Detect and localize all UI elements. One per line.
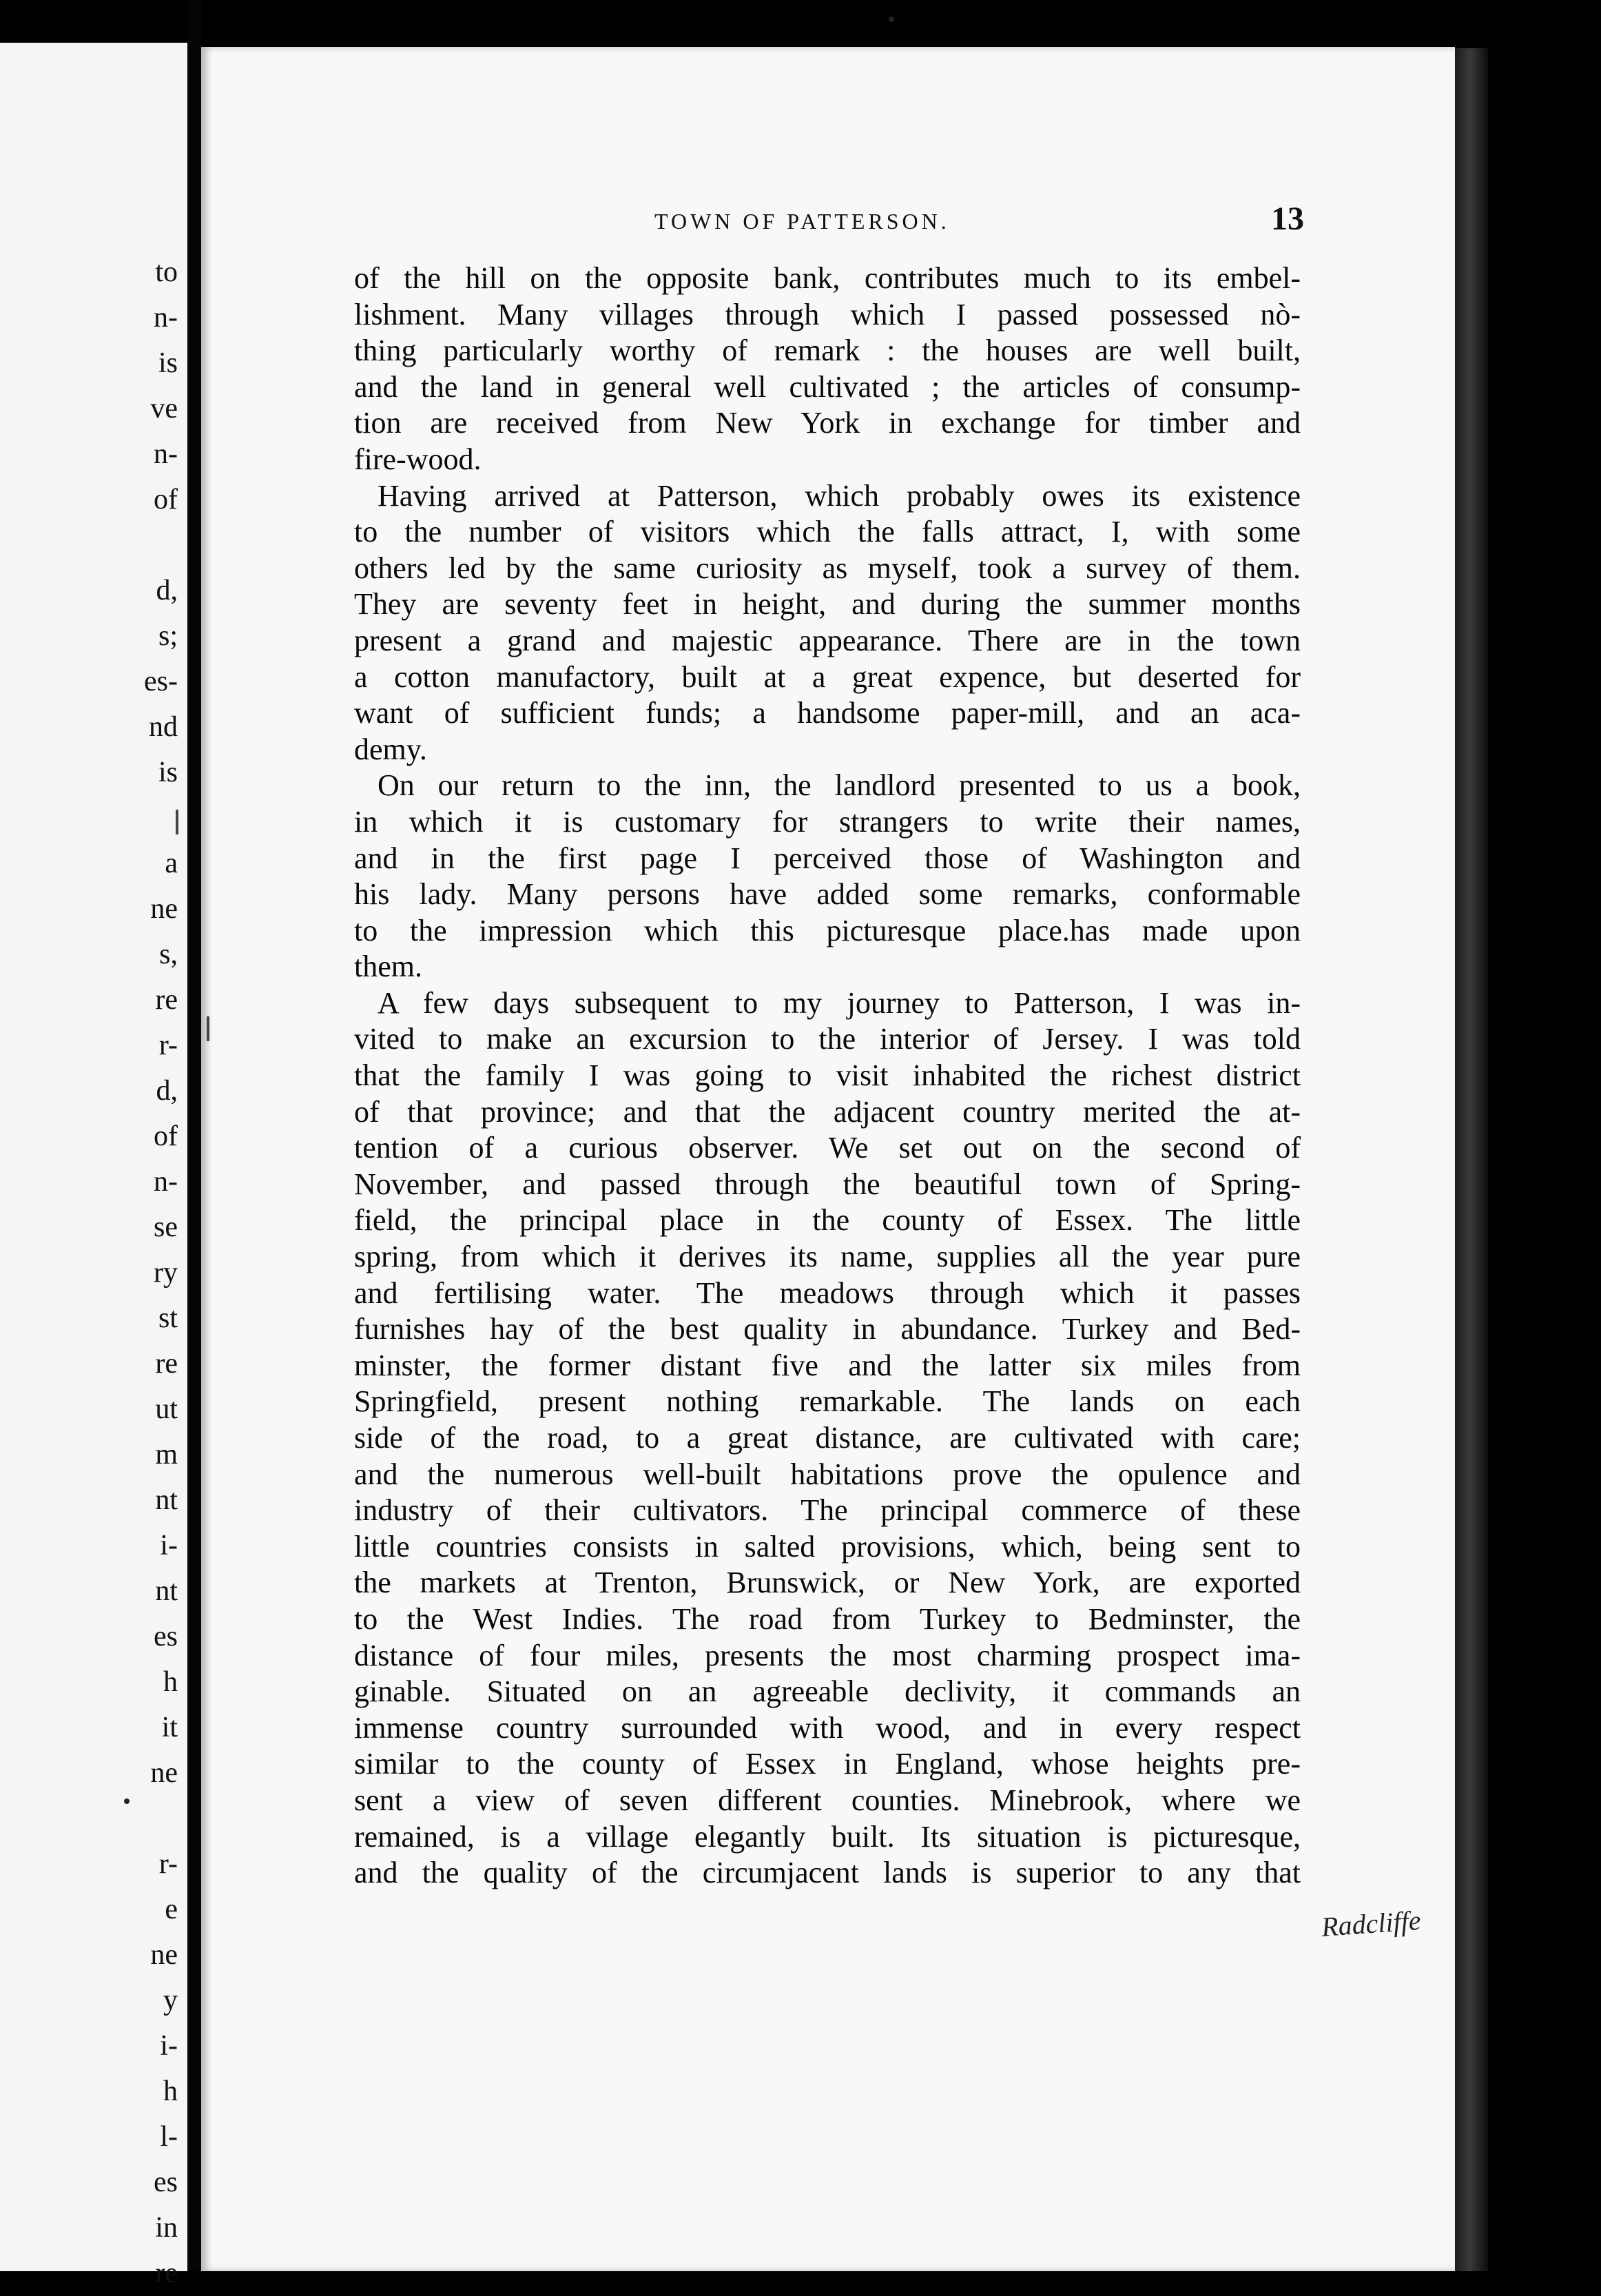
text-line: lishment. Many villages through which I passed possessed nò- [354,297,1301,331]
left-fragment: n- [154,302,178,334]
left-fragment: to [155,256,178,288]
left-fragment: i- [160,2030,178,2062]
text-line: demy. [354,732,427,766]
text-line: a cotton manufactory, built at a great expence, but deserted for [354,659,1301,694]
page-number: 13 [1271,201,1304,237]
left-fragment: s; [158,620,178,652]
text-line: On our return to the inn, the landlord presented to us a book, [378,768,1301,803]
left-fragment: of [154,484,178,515]
text-line: They are seventy feet in height, and during the summer months [354,587,1301,622]
text-line: vited to make an excursion to the interior of Jersey. I was told [354,1022,1301,1056]
text-line: them. [354,950,422,984]
running-head: TOWN OF PATTERSON. [654,209,950,234]
left-fragment: ne [150,1757,178,1789]
left-fragment: re [155,1348,178,1380]
text-line: to the number of visitors which the falls attract, I, with some [354,515,1301,549]
text-line: fire-wood. [354,442,482,476]
left-page-text-fragments [0,249,187,2296]
left-fragment: ry [154,1257,178,1289]
left-fragment: es [154,1621,178,1652]
text-line: spring, from which it derives its name, supplies all the year pure [354,1240,1301,1274]
left-fragment: s, [159,939,178,970]
left-fragment: se [154,1211,178,1243]
text-line: and fertilising water. The meadows through which it passes [354,1275,1301,1310]
left-fragment: a [165,848,178,879]
left-fragment [0,1796,187,1841]
text-line: others led by the same curiosity as myself, took a survey of them. [354,551,1301,585]
left-fragment: nt [155,1575,178,1607]
text-line: Having arrived at Patterson, which probably owes its existence [378,478,1301,513]
left-fragment: h [163,2075,178,2107]
left-fragment: ve [150,393,178,424]
left-fragment: of [154,1120,178,1152]
left-fragment: ne [150,893,178,925]
text-line: his lady. Many persons have added some remarks, conformable [354,877,1301,912]
text-line: of the hill on the opposite bank, contributes much to its embel- [354,261,1301,295]
text-line: that the family I was going to visit inhabited the richest district [354,1058,1301,1093]
left-fragment: y [163,1985,178,2016]
left-fragment: it [161,1712,178,1743]
left-fragment: r- [158,1029,178,1061]
left-fragment: is [158,347,178,379]
text-line: thing particularly worthy of remark : the houses are well built, [354,334,1301,368]
text-line: A few days subsequent to my journey to Patterson, I was in- [378,985,1301,1020]
left-fragment: re [155,2257,178,2289]
scan-mark [176,810,178,834]
text-line: remained, is a village elegantly built. Its situation is picturesque, [354,1819,1301,1854]
scan-mark [207,1016,209,1041]
body-text [354,260,1301,1892]
text-line: and the land in general well cultivated ; the articles of consump- [354,369,1301,404]
left-fragment: es [154,2166,178,2198]
text-line: immense country surrounded with wood, and in every respect [354,1710,1301,1745]
left-fragment: h [163,1666,178,1698]
left-fragment: is [158,757,178,788]
text-line: and in the first page I perceived those of Washington and [354,841,1301,875]
left-fragment: nt [155,1484,178,1516]
left-fragment: st [158,1302,178,1334]
text-line: little countries consists in salted provisions, which, being sent to [354,1529,1301,1564]
left-fragment: nd [149,711,178,743]
left-facing-page [0,43,187,2289]
left-fragment: e [165,1894,178,1925]
text-line: tion are received from New York in exchange for timber and [354,406,1301,440]
scan-background [1488,0,1601,2271]
left-fragment: re [155,984,178,1016]
handwritten-margin-note: Radcliffe [1320,1905,1422,1943]
text-line: present a grand and majestic appearance. There are in the town [354,623,1301,657]
text-line: sent a view of seven different counties. Minebrook, where we [354,1783,1301,1817]
text-line: tention of a curious observer. We set out on the second of [354,1131,1301,1165]
left-fragment: ut [155,1393,178,1425]
left-fragment: in [155,2212,178,2244]
text-line: industry of their cultivators. The principal commerce of these [354,1493,1301,1528]
text-line: want of sufficient funds; a handsome paper-mill, and an aca- [354,696,1301,730]
left-fragment [0,795,187,841]
text-line: distance of four miles, presents the most charming prospect ima- [354,1638,1301,1672]
text-line: in which it is customary for strangers to write their names, [354,804,1301,839]
text-line: of that province; and that the adjacent country merited the at- [354,1094,1301,1129]
text-line: and the quality of the circumjacent lands is superior to any that [354,1856,1301,1890]
left-fragment: d, [156,1075,178,1107]
text-line: Springfield, present nothing remarkable. The lands on each [354,1384,1301,1419]
book-gutter [187,0,201,2271]
text-line: and the numerous well-built habitations prove the opulence and [354,1457,1301,1491]
ink-dot [889,17,894,22]
left-fragment: r- [158,1848,178,1880]
left-fragment: l- [160,2121,178,2153]
left-fragment: i- [160,1530,178,1561]
left-fragment [0,522,187,568]
left-fragment: m [155,1439,178,1470]
text-line: to the impression which this picturesque place.has made upon [354,913,1301,947]
text-line: similar to the county of Essex in England, whose heights pre- [354,1747,1301,1781]
left-fragment: d, [156,575,178,606]
text-line: furnishes hay of the best quality in abundance. Turkey and Bed- [354,1312,1301,1346]
text-line: field, the principal place in the county of Essex. The little [354,1203,1301,1238]
text-line: minster, the former distant five and the latter six miles from [354,1348,1301,1382]
text-line: the markets at Trenton, Brunswick, or New York, are exported [354,1566,1301,1600]
text-line: November, and passed through the beautiful town of Spring- [354,1167,1301,1201]
left-fragment: es- [144,666,178,697]
left-fragment: n- [154,1166,178,1198]
text-line: to the West Indies. The road from Turkey to Bedminster, the [354,1601,1301,1636]
left-fragment: ne [150,1939,178,1971]
left-fragment: n- [154,438,178,470]
ink-dot [124,1798,130,1804]
text-line: side of the road, to a great distance, are cultivated with care; [354,1421,1301,1455]
page-edge-shadow [1455,48,1488,2271]
text-line: ginable. Situated on an agreeable declivity, it commands an [354,1674,1301,1709]
